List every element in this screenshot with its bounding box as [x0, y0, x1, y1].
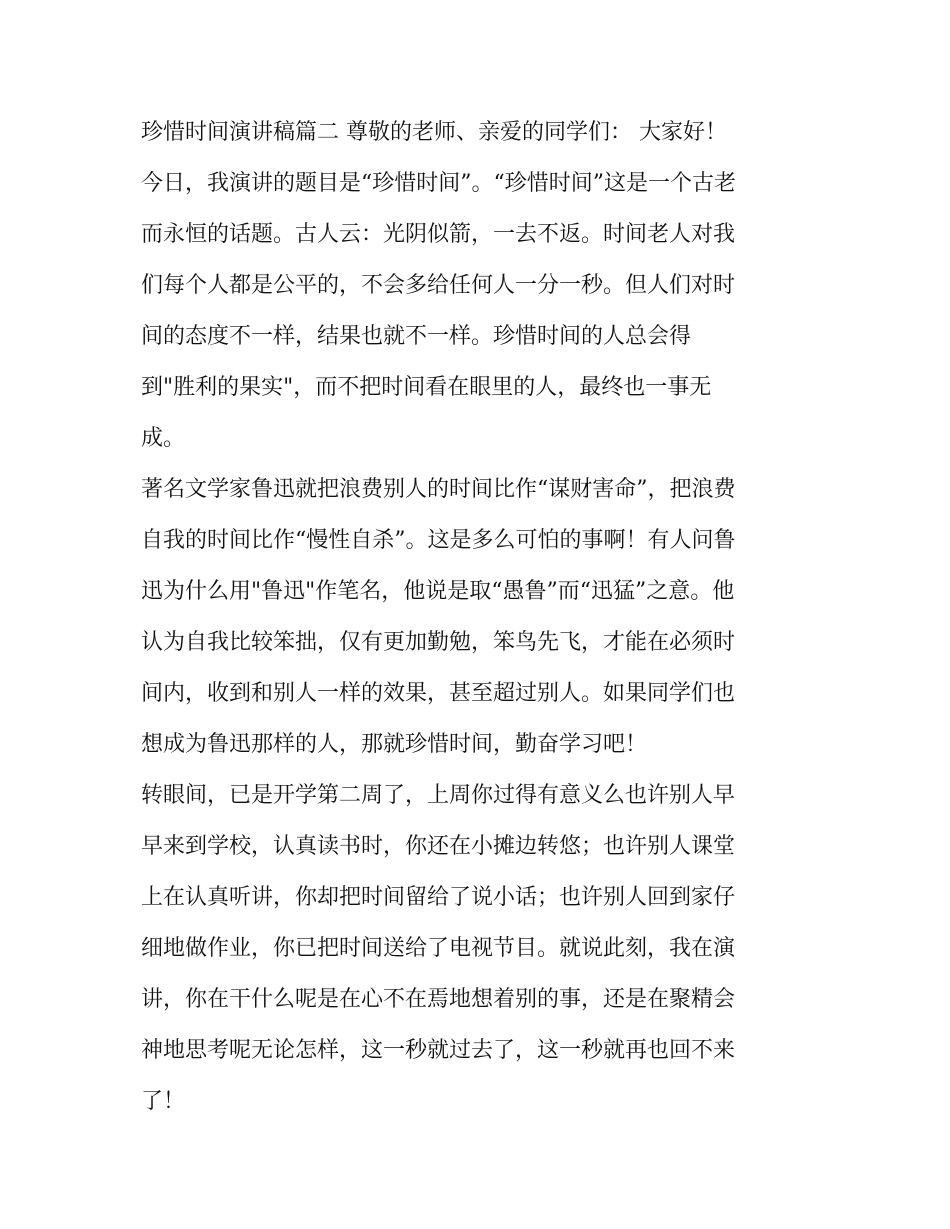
- text-line: 著名文学家鲁迅就把浪费别人的时间比作“谋财害命”，把浪费: [141, 477, 736, 502]
- text-line: 间内，收到和别人一样的效果，甚至超过别人。如果同学们也: [141, 681, 736, 706]
- text-line: 细地做作业，你已把时间送给了电视节目。就说此刻，我在演: [141, 936, 736, 961]
- text-line: 而永恒的话题。古人云：光阴似箭，一去不返。时间老人对我: [141, 222, 736, 247]
- text-line: 间的态度不一样，结果也就不一样。珍惜时间的人总会得: [141, 324, 692, 349]
- text-line: 成。: [141, 426, 186, 451]
- text-line: 神地思考呢无论怎样，这一秒就过去了，这一秒就再也回不来: [141, 1038, 736, 1063]
- text-line: 今日，我演讲的题目是“珍惜时间”。“珍惜时间”这是一个古老: [141, 171, 736, 196]
- text-line: 早来到学校，认真读书时，你还在小摊边转悠；也许别人课堂: [141, 834, 736, 859]
- text-line: 到"胜利的果实"，而不把时间看在眼里的人，最终也一事无: [141, 375, 712, 400]
- text-line: 讲，你在干什么呢是在心不在焉地想着别的事，还是在聚精会: [141, 987, 736, 1012]
- speech-text: [141, 107, 821, 1127]
- text-line: 认为自我比较笨拙，仅有更加勤勉，笨鸟先飞，才能在必须时: [141, 630, 736, 655]
- text-line: 转眼间，已是开学第二周了，上周你过得有意义么也许别人早: [141, 783, 736, 808]
- text-line: 了！: [141, 1089, 186, 1114]
- text-line: 自我的时间比作“慢性自杀”。这是多么可怕的事啊！有人问鲁: [141, 528, 736, 553]
- text-line: 们每个人都是公平的，不会多给任何人一分一秒。但人们对时: [141, 273, 736, 298]
- text-line: 迅为什么用"鲁迅"作笔名，他说是取“愚鲁”而“迅猛”之意。他: [141, 579, 735, 604]
- text-line: 上在认真听讲，你却把时间留给了说小话；也许别人回到家仔: [141, 885, 736, 910]
- text-line: 想成为鲁迅那样的人，那就珍惜时间，勤奋学习吧！: [141, 732, 648, 757]
- text-line: 珍惜时间演讲稿篇二 尊敬的老师、亲爱的同学们： 大家好！: [141, 120, 727, 145]
